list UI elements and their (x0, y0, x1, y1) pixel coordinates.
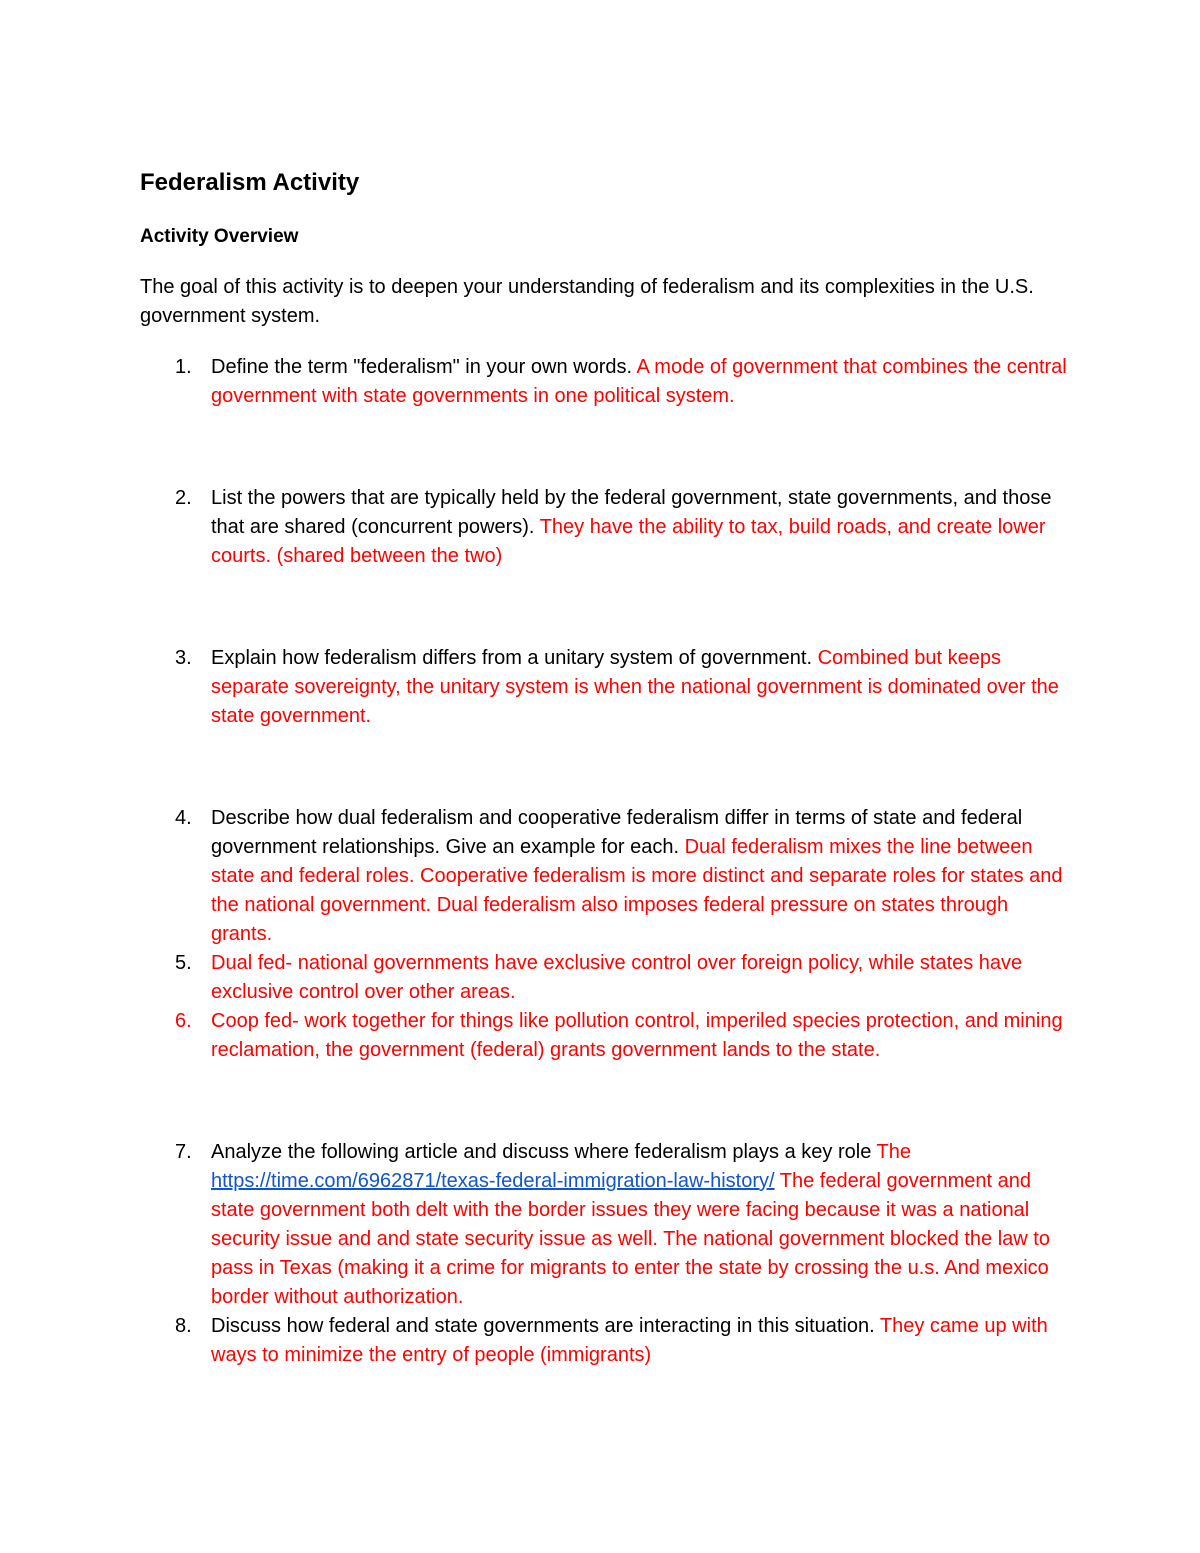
answer-text: They have the ability to tax, build roads, and create lower courts. (shared between the two) (211, 516, 1046, 567)
item-number: 8. (175, 1315, 192, 1337)
section-heading: Activity Overview (140, 226, 299, 247)
question-prompt: Explain how federalism differs from a unitary system of government. (211, 647, 818, 669)
item-number: 4. (175, 807, 192, 829)
answer-text: A mode of government that combines the central government with state governments in one political system. (211, 356, 1067, 407)
answer-text: Coop fed- work together for things like pollution control, imperiled species protection, and mining reclamation, the government (federal) grants government lands to the state. (211, 1010, 1063, 1061)
list-item-3 (140, 644, 1070, 731)
document-page (140, 165, 1070, 1370)
list-item-4 (140, 804, 1070, 949)
item-number: 1. (175, 356, 192, 378)
list-item-1 (140, 353, 1070, 411)
intro-paragraph: The goal of this activity is to deepen your understanding of federalism and its complexities in the U.S. government system. (140, 276, 1034, 327)
answer-lead: The (876, 1141, 911, 1163)
item-number: 5. (175, 952, 192, 974)
question-list (140, 353, 1070, 1370)
answer-text: Dual fed- national governments have exclusive control over foreign policy, while states have exclusive control over other areas. (211, 952, 1023, 1003)
question-prompt: List the powers that are typically held by the federal government, state governments, and those that are shared (concurrent powers). (211, 487, 1052, 538)
question-prompt: Describe how dual federalism and cooperative federalism differ in terms of state and federal government relationships. Give an example for each. (211, 807, 1023, 858)
question-prompt: Define the term "federalism" in your own words. (211, 356, 637, 378)
question-prompt: Discuss how federal and state governments are interacting in this situation. (211, 1315, 880, 1337)
item-number: 7. (175, 1141, 192, 1163)
article-link[interactable]: https://time.com/6962871/texas-federal-immigration-law-history/ (211, 1170, 775, 1192)
answer-text: Combined but keeps separate sovereignty, the unitary system is when the national government is dominated over the state government. (211, 647, 1059, 727)
list-item-6 (140, 1007, 1070, 1065)
document-title: Federalism Activity (140, 169, 360, 196)
item-number: 6. (175, 1010, 192, 1032)
item-number: 2. (175, 487, 192, 509)
item-number: 3. (175, 647, 192, 669)
answer-text: The federal government and state government both delt with the border issues they were facing because it was a national security issue and and state security issue as well. The national government blocked the law to pass in Texas (making it a crime for migrants to enter the state by crossing the u.s. And mexico border without authorization. (211, 1170, 1050, 1308)
answer-text: They came up with ways to minimize the entry of people (immigrants) (211, 1315, 1048, 1366)
list-item-7 (140, 1138, 1070, 1312)
list-item-5 (140, 949, 1070, 1007)
list-item-8 (140, 1312, 1070, 1370)
list-item-2 (140, 484, 1070, 571)
question-prompt: Analyze the following article and discuss where federalism plays a key role (211, 1141, 877, 1163)
answer-text: Dual federalism mixes the line between state and federal roles. Cooperative federalism is more distinct and separate roles for states and the national government. Dual federalism also imposes federal pressure on states through grants. (211, 836, 1063, 945)
